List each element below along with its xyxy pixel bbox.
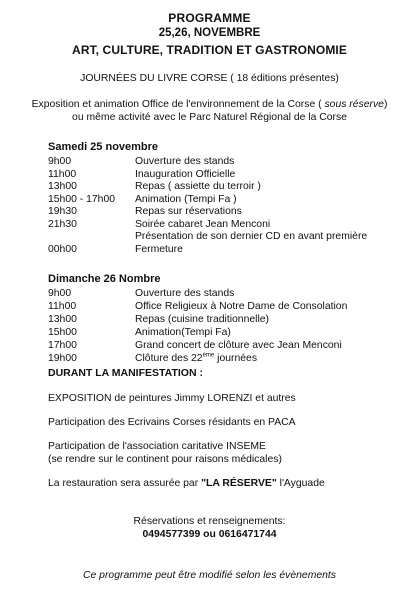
schedule-row [48,301,408,313]
exposition-text: Exposition et animation Office de l'environnement de la Corse ( [31,99,325,110]
schedule-time: 21h30 [48,218,77,230]
schedule-event: Soirée cabaret Jean Menconi [135,218,271,230]
schedule-time: 19h00 [48,353,77,364]
exposition-line-2: ou même activité avec le Parc Naturel Régional de la Corse [72,112,347,123]
schedule-time: 11h00 [48,301,77,312]
exposition-line-1 [0,99,419,111]
schedule-time: 19h30 [48,206,77,217]
subtitle-line [0,73,419,85]
saturday-title: Samedi 25 novembre [48,141,159,153]
schedule-row [48,194,408,206]
sunday-title: Dimanche 26 Nombre [48,273,161,285]
inseme-participation: Participation de l'association caritative INSEME [48,441,266,452]
schedule-event: Présentation de son dernier CD en avant première [135,231,368,242]
contact-label: Réservations et renseignements: [133,516,286,527]
schedule-event: Repas sur réservations [135,206,242,217]
manifestation-title: DURANT LA MANIFESTATION : [48,367,203,379]
schedule-event: Animation(Tempi Fa) [135,327,231,338]
schedule-row [48,181,408,193]
restauration-line [48,478,398,490]
subtitle-title: JOURNÉES DU LIVRE CORSE [80,73,228,84]
schedule-time: 00h00 [48,243,77,255]
schedule-time: 17h00 [48,340,77,351]
program-dates: 25,26, NOVEMBRE [158,27,261,39]
closing-sup: ème [202,352,215,359]
expo-paintings [48,393,398,405]
schedule-event: Ouverture des stands [135,156,235,167]
schedule-event: Inauguration Officielle [135,168,236,180]
schedule-row [48,206,408,218]
schedule-row [48,169,408,181]
program-theme: ART, CULTURE, TRADITION ET GASTRONOMIE [72,43,347,57]
schedule-row [48,288,408,300]
resto-venue: "LA RÉSERVE" [201,478,277,489]
schedule-event: Repas (cuisine traditionnelle) [135,314,269,325]
schedule-time: 15h00 - 17h00 [48,193,116,205]
schedule-row [48,314,408,326]
schedule-time: 9h00 [48,288,72,299]
schedule-row [48,231,408,243]
closing-text: Clôture des 22 [135,353,203,364]
schedule-time: 9h00 [48,156,72,167]
schedule-row [48,244,408,256]
program-title: PROGRAMME [168,11,251,25]
schedule-row [48,156,408,168]
schedule-row [48,219,408,231]
schedule-time: 13h00 [48,181,77,192]
schedule-event: Ouverture des stands [135,288,235,299]
contact-phones: 0494577399 ou 0616471744 [142,529,277,540]
schedule-time: 15h00 [48,327,77,338]
closing-suffix: journées [214,353,258,364]
schedule-time: 11h00 [48,168,77,180]
schedule-row [48,353,408,365]
schedule-time: 13h00 [48,314,77,325]
schedule-event: Repas ( assiette du terroir ) [135,181,261,192]
schedule-event: Animation (Tempi Fa ) [135,193,237,205]
expo-label: EXPOSITION [48,393,112,404]
schedule-row [48,340,408,352]
footer-note: Ce programme peut être modifié selon les évènements [83,570,336,581]
exposition-close-paren: ) [383,99,388,110]
resto-place: l'Ayguade [276,478,325,489]
ecrivains-participation: Participation des Ecrivains Corses résidants en PACA [48,417,296,428]
schedule-event: Grand concert de clôture avec Jean Menconi [135,340,342,351]
schedule-event [135,353,257,365]
schedule-row [48,327,408,339]
resto-text: La restauration sera assurée par [48,478,202,489]
inseme-note: (se rendre sur le continent pour raisons médicales) [48,454,282,465]
schedule-event: Fermeture [135,243,183,255]
schedule-event: Office Religieux à Notre Dame de Consolation [135,301,348,312]
subtitle-note: ( 18 éditions présentes) [227,73,339,84]
expo-detail: de peintures Jimmy LORENZI et autres [111,393,296,404]
exposition-reserve: sous réserve [324,99,384,110]
